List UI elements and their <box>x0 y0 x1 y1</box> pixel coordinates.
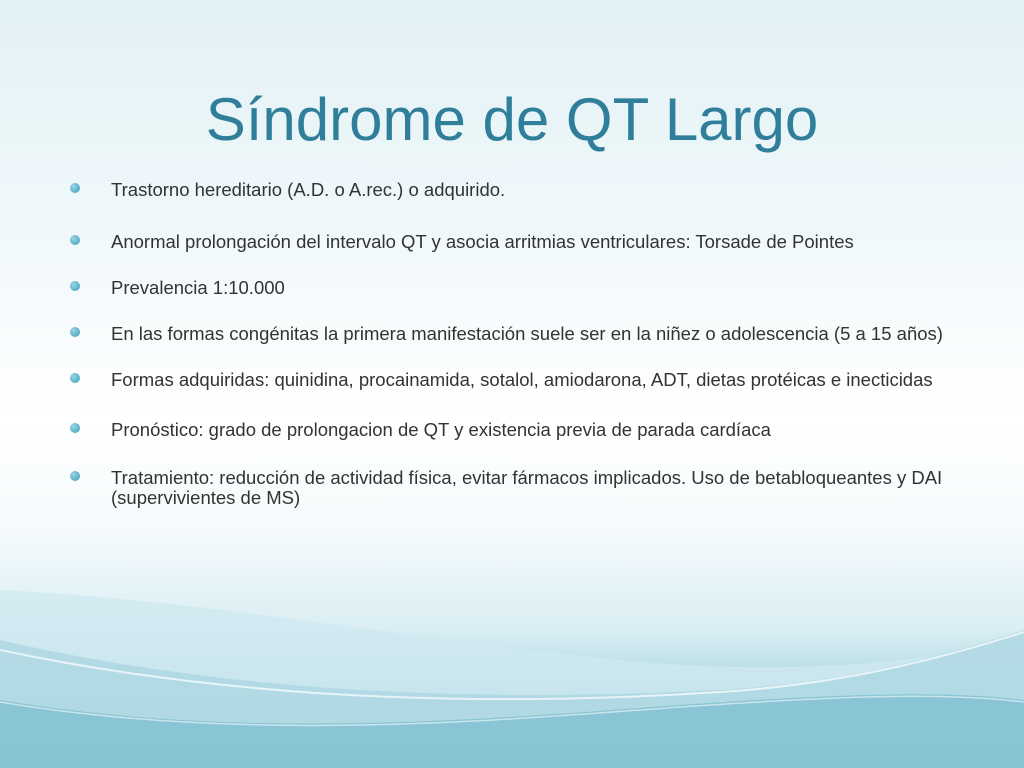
bullet-text: Formas adquiridas: quinidina, procainamida, sotalol, amiodarona, ADT, dietas protéicas e inecticidas <box>111 369 933 390</box>
bullet-dot-icon <box>70 373 80 383</box>
bullet-dot-icon <box>70 281 80 291</box>
bullet-list <box>70 180 950 508</box>
bullet-text: En las formas congénitas la primera manifestación suele ser en la niñez o adolescencia (5 a 15 años) <box>111 323 943 344</box>
bullet-item <box>70 420 950 440</box>
bullet-dot-icon <box>70 235 80 245</box>
bullet-item <box>70 278 950 298</box>
bullet-item <box>70 180 950 200</box>
bullet-dot-icon <box>70 327 80 337</box>
bullet-item <box>70 370 950 390</box>
bullet-text: Trastorno hereditario (A.D. o A.rec.) o adquirido. <box>111 179 506 200</box>
bullet-text: Tratamiento: reducción de actividad física, evitar fármacos implicados. Uso de betabloqueantes y DAI (supervivientes de MS) <box>111 467 943 508</box>
bullet-text: Anormal prolongación del intervalo QT y asocia arritmias ventriculares: Torsade de Pointes <box>111 231 854 252</box>
slide-title: Síndrome de QT Largo <box>205 86 819 153</box>
bullet-text: Prevalencia 1:10.000 <box>111 277 285 298</box>
bullet-dot-icon <box>70 423 80 433</box>
bullet-item <box>70 468 950 508</box>
bullet-dot-icon <box>70 183 80 193</box>
bullet-item <box>70 232 950 252</box>
bullet-text: Pronóstico: grado de prolongacion de QT y existencia previa de parada cardíaca <box>111 419 771 440</box>
bullet-dot-icon <box>70 471 80 481</box>
bullet-item <box>70 324 950 344</box>
